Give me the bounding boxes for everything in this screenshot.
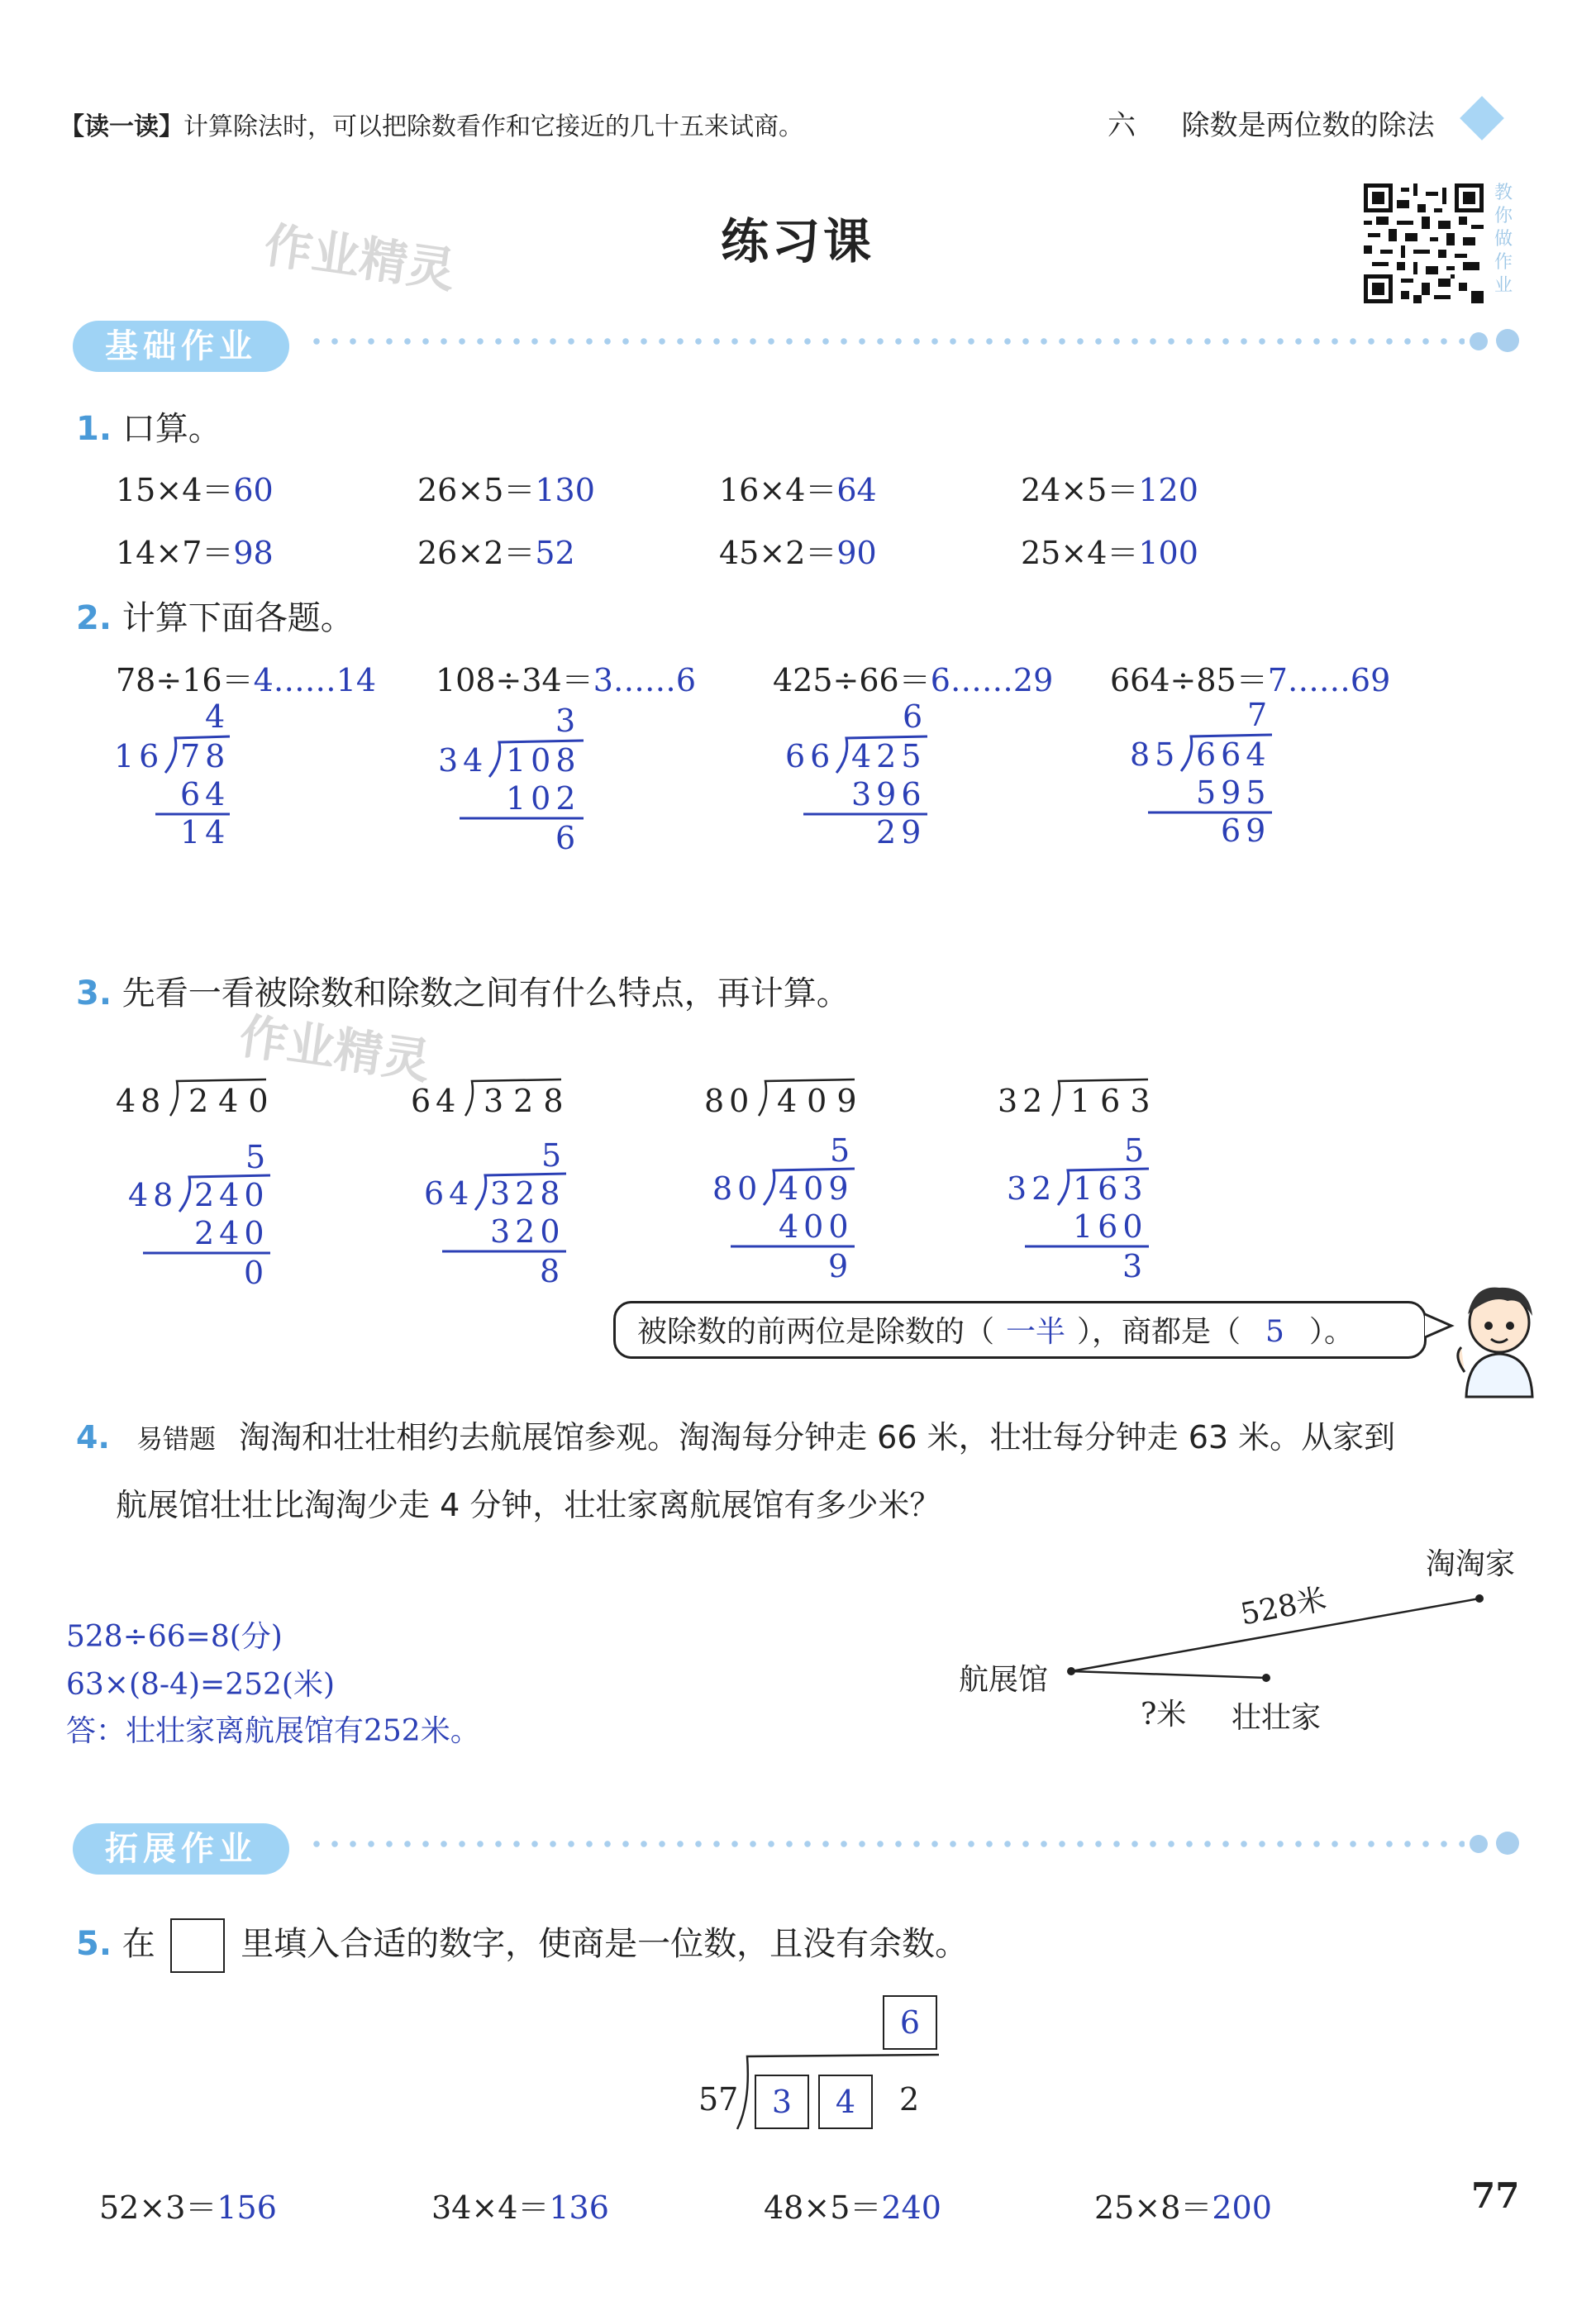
unit-title: 除数是两位数的除法 xyxy=(1181,109,1435,142)
q2-title: 计算下面各题。 xyxy=(121,599,354,637)
section-divider xyxy=(307,337,1465,345)
label-zhuang-home: 壮壮家 xyxy=(1232,1701,1322,1735)
watermark: 作业精灵 xyxy=(260,217,459,299)
section-banner-basic: 基础作业 xyxy=(73,321,289,372)
ld-remainder: 69 xyxy=(1221,812,1271,849)
read-label: 【读一读】 xyxy=(60,112,183,141)
q2-expression: 425÷66＝6……29 xyxy=(773,662,1054,698)
diamond-icon xyxy=(1460,96,1504,141)
q2-expression: 78÷16＝4……14 xyxy=(116,662,377,698)
ld-dividend: 78 xyxy=(180,738,231,774)
divider-end-dot xyxy=(1470,332,1488,350)
q1-item: 16×4＝64 xyxy=(719,472,877,508)
unit-number: 六 xyxy=(1108,109,1136,142)
q1-heading xyxy=(76,403,222,450)
q1-item: 14×7＝98 xyxy=(116,535,274,571)
q3-heading xyxy=(76,967,850,1014)
q4-tag: 易错题 xyxy=(136,1423,216,1455)
divider-end-dot xyxy=(1496,1832,1519,1855)
q5-divisor: 57 xyxy=(698,2081,739,2118)
section-banner-extend: 拓展作业 xyxy=(73,1823,289,1875)
footer-item: 52×3＝156 xyxy=(99,2189,277,2226)
q1-item: 26×5＝130 xyxy=(417,472,595,508)
header-read-tip xyxy=(60,106,803,142)
speech-bubble: 被除数的前两位是除数的（ 一半 ），商都是（ 5 ）。 xyxy=(613,1301,1427,1359)
route-line-zhuang xyxy=(1071,1671,1266,1678)
q4-line1 xyxy=(76,1412,1395,1457)
label-taotao-home: 淘淘家 xyxy=(1426,1547,1516,1581)
divider-end-dot xyxy=(1470,1835,1488,1853)
ld-divisor: 34 xyxy=(438,742,488,779)
ld-divisor: 66 xyxy=(785,738,836,774)
section-divider xyxy=(307,1840,1465,1848)
ld-product: 102 xyxy=(506,780,581,817)
label-distance: 528米 xyxy=(1237,1582,1330,1632)
q4-answer-line: 答：壮壮家离航展馆有252米。 xyxy=(66,1714,480,1748)
qr-code-icon[interactable] xyxy=(1364,183,1484,303)
ld-divisor: 85 xyxy=(1130,736,1180,773)
point-zhuang-home xyxy=(1262,1674,1270,1682)
point-museum xyxy=(1067,1667,1075,1675)
q5-heading xyxy=(76,1918,968,1973)
page-title: 练习课 xyxy=(721,213,875,269)
q1-item: 25×4＝100 xyxy=(1021,535,1198,571)
q5-blank-box xyxy=(170,1918,225,1973)
ld-quotient: 3 xyxy=(555,703,581,739)
ld-dividend: 664 xyxy=(1196,736,1271,773)
q2-expression: 664÷85＝7……69 xyxy=(1110,662,1391,698)
bubble-answer: 一半 xyxy=(1006,1315,1066,1349)
q3-number: 3. xyxy=(76,974,112,1012)
watermark: 作业精灵 xyxy=(236,1008,434,1090)
q1-number: 1. xyxy=(76,410,112,448)
ld-quotient: 6 xyxy=(903,698,928,735)
ld-remainder: 29 xyxy=(876,814,927,850)
q5-number: 5. xyxy=(76,1925,112,1963)
point-taotao-home xyxy=(1475,1594,1484,1603)
ld-product: 396 xyxy=(851,776,927,812)
label-unknown: ?米 xyxy=(1141,1698,1187,1732)
q4-answer-line: 63×(8-4)=252(米) xyxy=(66,1668,336,1702)
unit-heading xyxy=(1108,102,1435,143)
q2-expression: 108÷34＝3……6 xyxy=(436,662,697,698)
q5-digit-box[interactable]: 4 xyxy=(818,2075,873,2129)
q1-title: 口算。 xyxy=(121,410,222,448)
q5-text-after: 里填入合适的数字，使商是一位数，且没有余数。 xyxy=(241,1925,969,1963)
cartoon-boy-icon xyxy=(1450,1273,1549,1405)
ld-dividend: 108 xyxy=(506,742,581,779)
ld-product: 595 xyxy=(1196,774,1271,811)
qr-code-graphic xyxy=(1364,183,1484,303)
q5-quotient-box: 6 xyxy=(883,1995,937,2050)
ld-divisor: 16 xyxy=(114,738,164,774)
q2-number: 2. xyxy=(76,599,112,637)
q1-item: 26×2＝52 xyxy=(417,535,575,571)
ld-dividend: 425 xyxy=(851,738,927,774)
divider-end-dot xyxy=(1496,329,1519,352)
q1-item: 45×2＝90 xyxy=(719,535,877,571)
q4-number: 4. xyxy=(76,1419,110,1456)
q4-text: 淘淘和壮壮相约去航展馆参观。淘淘每分钟走 66 米，壮壮每分钟走 63 米。从家到 xyxy=(239,1419,1396,1456)
ld-remainder: 14 xyxy=(180,814,231,850)
read-text: 计算除法时，可以把除数看作和它接近的几十五来试商。 xyxy=(183,112,803,141)
ld-quotient: 4 xyxy=(205,698,231,735)
q5-text-before: 在 xyxy=(121,1925,155,1963)
ld-remainder: 6 xyxy=(555,820,581,856)
page-number: 77 xyxy=(1471,2175,1520,2216)
bubble-answer: 5 xyxy=(1265,1315,1284,1349)
footer-item: 34×4＝136 xyxy=(431,2189,609,2226)
ld-quotient: 7 xyxy=(1247,697,1273,733)
q5-last-digit: 2 xyxy=(899,2081,920,2118)
q3-title: 先看一看被除数和除数之间有什么特点，再计算。 xyxy=(121,974,850,1012)
q4-answer-line: 528÷66=8(分) xyxy=(66,1620,283,1654)
q2-heading xyxy=(76,592,354,639)
label-museum: 航展馆 xyxy=(959,1663,1049,1697)
side-text: 教你做作业 xyxy=(1494,183,1513,296)
footer-item: 48×5＝240 xyxy=(764,2189,941,2226)
q5-digit-box[interactable]: 3 xyxy=(755,2075,809,2129)
footer-item: 25×8＝200 xyxy=(1094,2189,1272,2226)
ld-product: 64 xyxy=(180,776,231,812)
q1-item: 24×5＝120 xyxy=(1021,472,1198,508)
q4-line2: 航展馆壮壮比淘淘少走 4 分钟，壮壮家离航展馆有多少米？ xyxy=(116,1487,941,1523)
q1-item: 15×4＝60 xyxy=(116,472,274,508)
